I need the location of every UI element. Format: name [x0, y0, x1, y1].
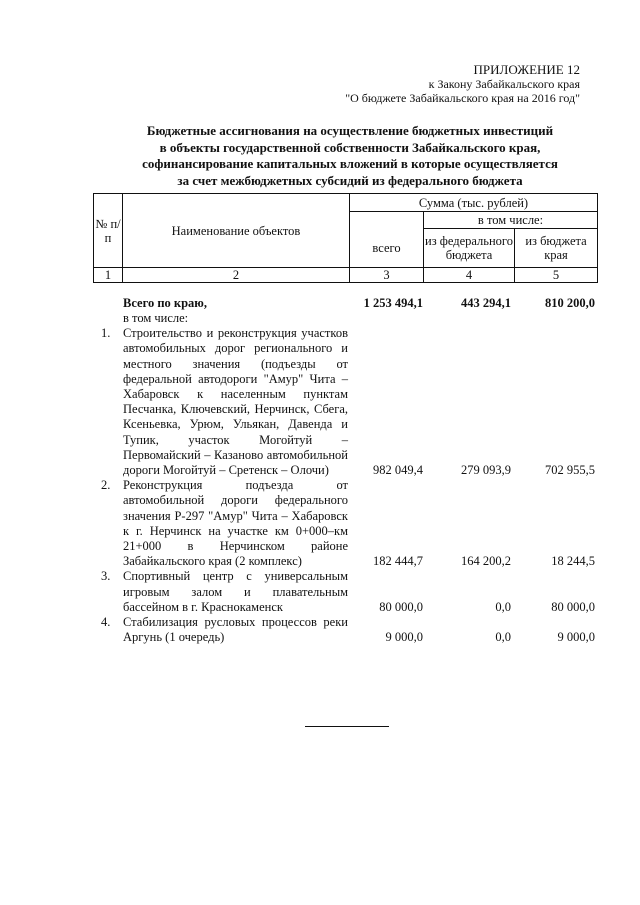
row-regional: 702 955,5 — [545, 463, 595, 478]
row-regional: 18 244,5 — [551, 554, 595, 569]
row-regional: 9 000,0 — [557, 630, 595, 645]
col-number-cell: 1 — [94, 268, 123, 283]
title-line: софинансирование капитальных вложений в которые осуществляется — [142, 156, 558, 171]
total-federal: 443 294,1 — [461, 296, 511, 310]
table-row — [93, 615, 597, 645]
annex-header — [300, 62, 580, 105]
total-row — [93, 296, 597, 311]
col-number-cell: 3 — [350, 268, 424, 283]
row-total: 80 000,0 — [379, 600, 423, 615]
row-total: 982 049,4 — [373, 463, 423, 478]
col-total-header: всего — [350, 229, 424, 268]
table-row — [93, 326, 597, 478]
annex-law-title: "О бюджете Забайкальского края на 2016 год" — [345, 91, 580, 105]
annex-number: ПРИЛОЖЕНИЕ 12 — [473, 62, 580, 77]
row-name: Строительство и реконструкция участков автомобильных дорог регионального и местного значения (подъезды от федеральной автодороги "Амур" Чита – Хабаровск к населенным пунктам Песчанка, Ключевский, Нерчинск, Сбега, Ксеньевка, Урюм, Ульякан, Давенда и Тупик, участок Могойтуй – Первомайский – Казаново автомобильной дороги Могойтуй – Сретенск – Олочи) — [123, 326, 348, 478]
col-federal-header: из федерального бюджета — [424, 229, 515, 268]
row-regional: 80 000,0 — [551, 600, 595, 615]
col-number-cell: 5 — [515, 268, 598, 283]
col-sum-header: Сумма (тыс. рублей) — [350, 194, 598, 212]
end-separator-line — [305, 726, 389, 727]
col-number-cell: 2 — [123, 268, 350, 283]
table-row — [93, 569, 597, 615]
row-number: 3. — [101, 569, 111, 584]
col-name-header: Наименование объектов — [123, 194, 350, 268]
table-header — [93, 193, 598, 283]
including-label: в том числе: — [123, 311, 189, 326]
document-title — [100, 123, 600, 189]
title-line: за счет межбюджетных субсидий из федерального бюджета — [177, 172, 523, 188]
col-regional-header: из бюджета края — [515, 229, 598, 268]
row-name: Реконструкция подъезда от автомобильной дороги федерального значения Р-297 "Амур" Чита – Хабаровск к г. Нерчинск на участке км 0+000–км 21+000 в Нерчинском районе Забайкальского края (2 комплекс) — [123, 478, 348, 569]
row-name: Стабилизация русловых процессов реки Аргунь (1 очередь) — [123, 615, 348, 645]
col-number-cell: 4 — [424, 268, 515, 283]
col-num-header: № п/п — [94, 194, 123, 268]
row-number: 2. — [101, 478, 111, 493]
total-label: Всего по краю, — [123, 296, 207, 310]
row-name: Спортивный центр с универсальным игровым залом и плавательным бассейном в г. Краснокаменск — [123, 569, 348, 614]
row-federal: 0,0 — [495, 630, 511, 645]
total-regional: 810 200,0 — [545, 296, 595, 310]
row-federal: 164 200,2 — [461, 554, 511, 569]
row-federal: 0,0 — [495, 600, 511, 615]
row-number: 1. — [101, 326, 111, 341]
table-row — [93, 478, 597, 569]
row-federal: 279 093,9 — [461, 463, 511, 478]
title-line: Бюджетные ассигнования на осуществление бюджетных инвестиций — [146, 123, 554, 138]
row-total: 9 000,0 — [385, 630, 423, 645]
col-including-header: в том числе: — [424, 212, 598, 229]
row-number: 4. — [101, 615, 111, 630]
title-line: в объекты государственной собственности Забайкальского края, — [159, 139, 541, 155]
row-total: 182 444,7 — [373, 554, 423, 569]
table-body — [93, 296, 597, 645]
annex-law-ref: к Закону Забайкальского края — [428, 77, 580, 91]
total-sum: 1 253 494,1 — [363, 296, 423, 310]
